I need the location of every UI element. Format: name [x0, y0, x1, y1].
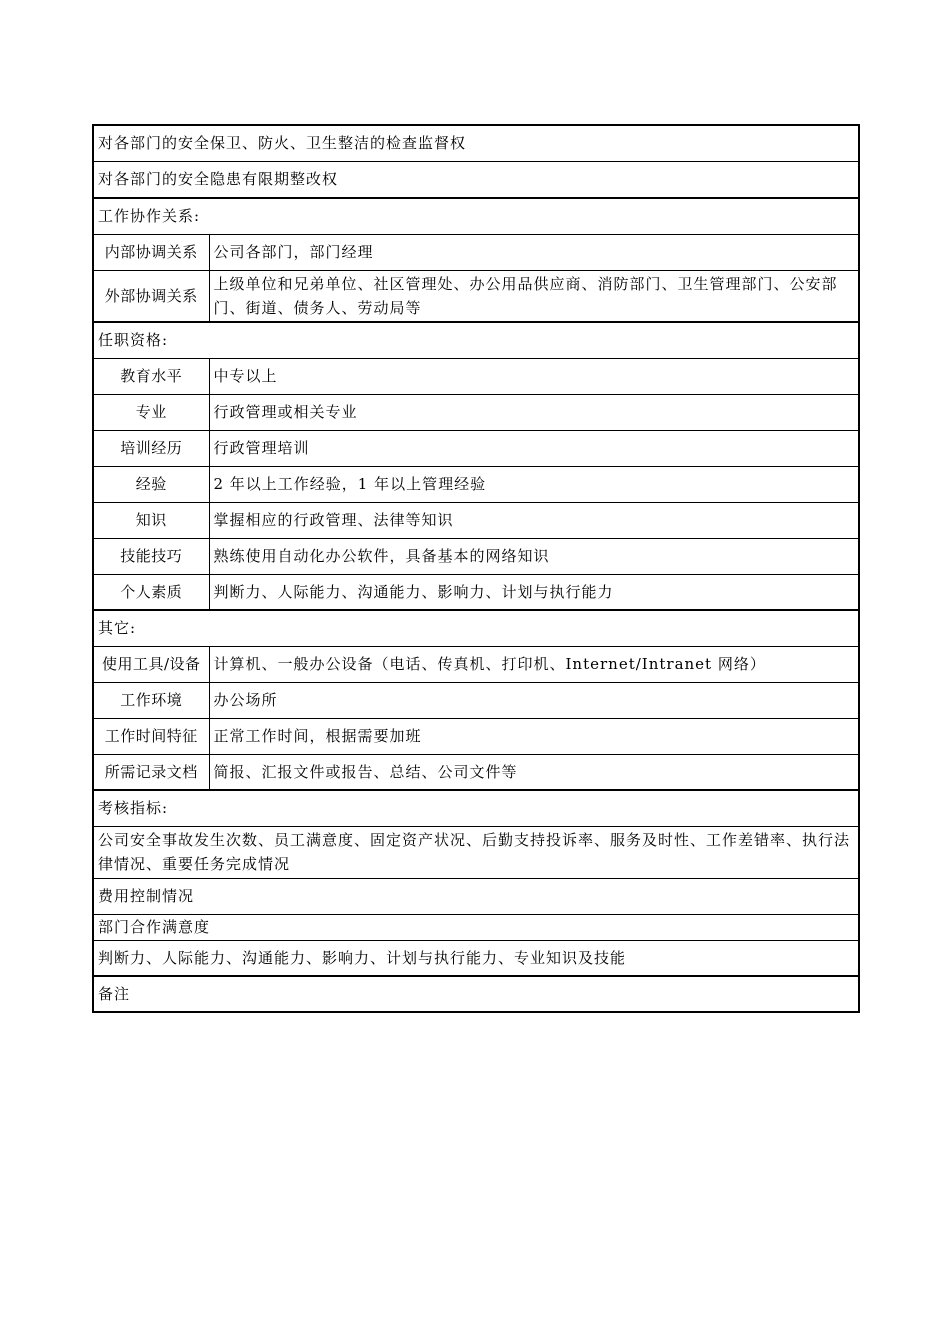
row-value: 计算机、一般办公设备（电话、传真机、打印机、Internet/Intranet 网络） [209, 646, 859, 682]
table-row [93, 234, 859, 270]
assessment-item: 费用控制情况 [93, 878, 859, 914]
row-label: 技能技巧 [93, 538, 209, 574]
row-label: 经验 [93, 466, 209, 502]
row-label: 专业 [93, 394, 209, 430]
row-label: 所需记录文档 [93, 754, 209, 790]
right-item: 对各部门的安全隐患有限期整改权 [93, 161, 859, 198]
row-value: 上级单位和兄弟单位、社区管理处、办公用品供应商、消防部门、卫生管理部门、公安部门、街道、债务人、劳动局等 [209, 270, 859, 322]
table-row [93, 125, 859, 161]
section-header-row [93, 322, 859, 358]
other-header: 其它: [93, 610, 859, 646]
row-label: 外部协调关系 [93, 270, 209, 322]
table-row [93, 574, 859, 610]
remarks-label: 备注 [93, 976, 859, 1012]
row-value: 行政管理或相关专业 [209, 394, 859, 430]
row-label: 工作时间特征 [93, 718, 209, 754]
section-header-row [93, 198, 859, 234]
table-row [93, 161, 859, 198]
collaboration-header: 工作协作关系: [93, 198, 859, 234]
job-description-table [92, 124, 860, 1013]
right-item: 对各部门的安全保卫、防火、卫生整洁的检查监督权 [93, 125, 859, 161]
table-row [93, 682, 859, 718]
table-row [93, 878, 859, 914]
table-row [93, 914, 859, 940]
table-row [93, 270, 859, 322]
row-value: 行政管理培训 [209, 430, 859, 466]
assessment-item: 部门合作满意度 [93, 914, 859, 940]
row-label: 知识 [93, 502, 209, 538]
row-value: 判断力、人际能力、沟通能力、影响力、计划与执行能力 [209, 574, 859, 610]
section-header-row [93, 610, 859, 646]
row-value: 熟练使用自动化办公软件，具备基本的网络知识 [209, 538, 859, 574]
table-row [93, 718, 859, 754]
table-row [93, 646, 859, 682]
row-value: 简报、汇报文件或报告、总结、公司文件等 [209, 754, 859, 790]
row-label: 个人素质 [93, 574, 209, 610]
assessment-item: 判断力、人际能力、沟通能力、影响力、计划与执行能力、专业知识及技能 [93, 940, 859, 976]
table-row [93, 466, 859, 502]
row-label: 内部协调关系 [93, 234, 209, 270]
section-header-row [93, 790, 859, 826]
row-value: 办公场所 [209, 682, 859, 718]
table-row [93, 358, 859, 394]
remarks-row [93, 976, 859, 1012]
row-value: 掌握相应的行政管理、法律等知识 [209, 502, 859, 538]
table-row [93, 394, 859, 430]
assessment-item: 公司安全事故发生次数、员工满意度、固定资产状况、后勤支持投诉率、服务及时性、工作差错率、执行法律情况、重要任务完成情况 [93, 826, 859, 878]
row-label: 教育水平 [93, 358, 209, 394]
row-label: 培训经历 [93, 430, 209, 466]
table-row [93, 940, 859, 976]
row-value: 2 年以上工作经验，1 年以上管理经验 [209, 466, 859, 502]
assessment-header: 考核指标: [93, 790, 859, 826]
table-row [93, 502, 859, 538]
table-row [93, 538, 859, 574]
table-row [93, 754, 859, 790]
row-value: 公司各部门，部门经理 [209, 234, 859, 270]
row-label: 工作环境 [93, 682, 209, 718]
table-row [93, 826, 859, 878]
row-value: 正常工作时间，根据需要加班 [209, 718, 859, 754]
row-value: 中专以上 [209, 358, 859, 394]
table-row [93, 430, 859, 466]
row-label: 使用工具/设备 [93, 646, 209, 682]
qualifications-header: 任职资格: [93, 322, 859, 358]
